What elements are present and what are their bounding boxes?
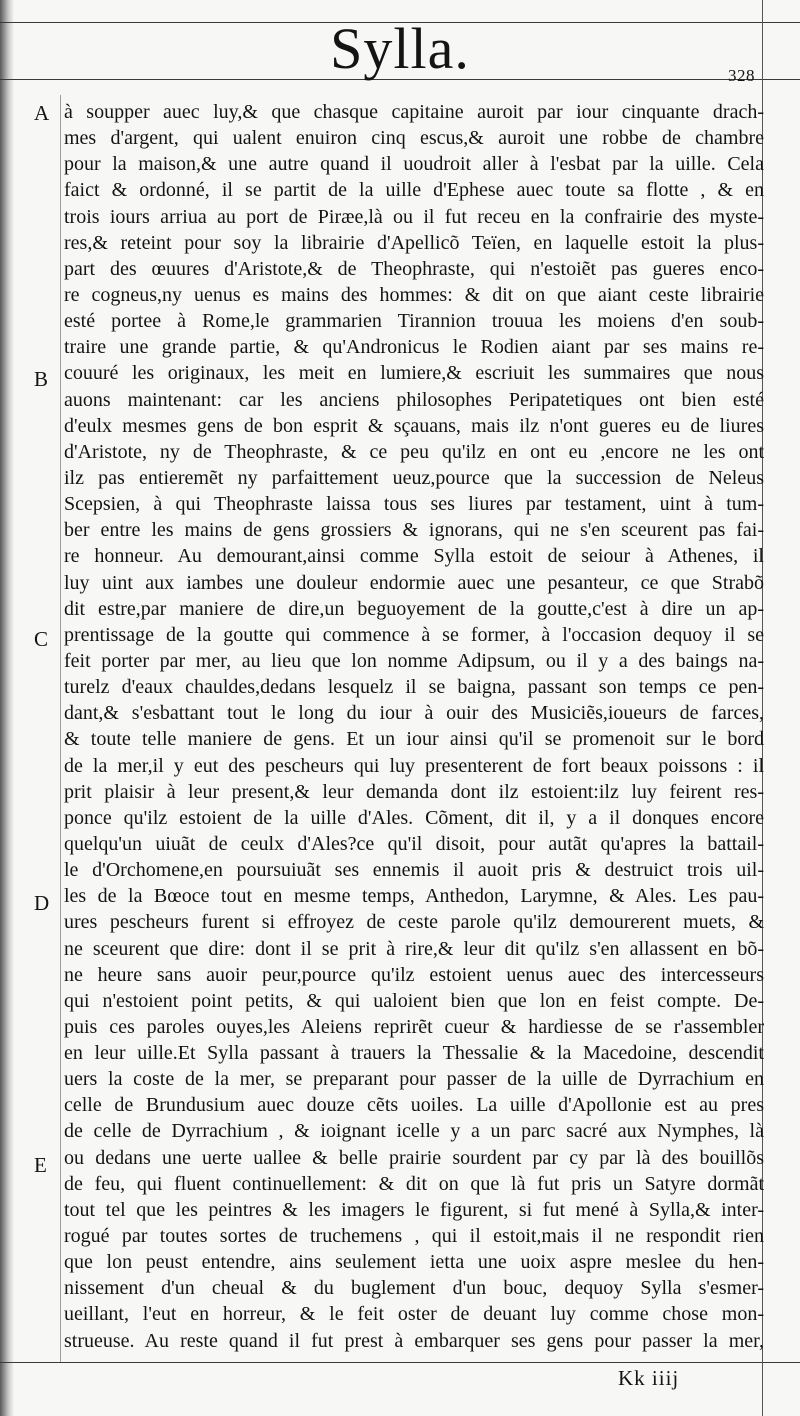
text-line: ponce qu'ilz estoient de la uille d'Ales. Cõment, dit il, y a il donques encore bbox=[64, 806, 764, 829]
text-line: ber entre les mains de gens grossiers & ignorans, qui ne s'en sceurent pas fai- bbox=[64, 519, 764, 542]
text-line: ures pescheurs furent si effroyez de ceste parole qu'ilz demourerent muets, & bbox=[64, 911, 764, 934]
text-line: ueillant, l'eut en horreur, & le feit oster de deuant luy comme chose mon- bbox=[64, 1303, 764, 1326]
text-line: prit plaisir à leur present,& leur demanda dont ilz estoient:ilz luy feirent res- bbox=[64, 780, 764, 803]
signature-mark: Kk iiij bbox=[618, 1366, 680, 1390]
text-line: ne sceurent que dire: dont il se prit à rire,& leur dit qu'ilz s'en allassent en bõ- bbox=[64, 937, 764, 960]
text-line: dant,& s'esbattant tout le long du iour à ouir des Musiciẽs,ioueurs de farces, bbox=[64, 702, 764, 725]
binding-shadow bbox=[0, 0, 14, 1416]
text-line: & toute telle maniere de gens. Et un iour ainsi qu'il se promenoit sur le bord bbox=[64, 728, 764, 751]
margin-letter-b: B bbox=[34, 367, 49, 391]
margin-letter-a: A bbox=[34, 101, 50, 125]
text-line: auons maintenant: car les anciens philosophes Peripatetiques ont bien esté bbox=[64, 388, 764, 411]
text-line: strueuse. Au reste quand il fut prest à embarquer ses gens pour passer la mer, bbox=[64, 1329, 764, 1352]
text-line: ou dedans une uerte uallee & belle prairie sourdent par cy par là des bouillõs bbox=[64, 1146, 764, 1169]
text-line: pour la maison,& une autre quand il uoudroit aller à l'esbat par la uille. Cela bbox=[64, 153, 764, 176]
page-number: 328 bbox=[728, 66, 755, 85]
text-line: mes d'argent, qui ualent enuiron cinq escus,& auroit une robbe de chambre bbox=[64, 127, 764, 150]
text-line: Scepsien, à qui Theophraste laissa tous ses liures par testament, uint à tum- bbox=[64, 493, 764, 516]
text-line: esté portee à Rome,le grammarien Tirannion trouua les moiens d'en soub- bbox=[64, 310, 764, 333]
text-line: de feu, qui fluent continuellement: & dit on que là fut pris un Satyre dormãt bbox=[64, 1172, 764, 1195]
text-line: turelz d'eaux chauldes,dedans lesquelz il se baigna, passant son temps ce pen- bbox=[64, 676, 764, 699]
text-line: de la mer,il y eut des pescheurs qui luy presenterent de fort beaux poissons : il bbox=[64, 754, 764, 777]
text-line: prentissage de la goutte qui commence à se former, à l'occasion dequoy il se bbox=[64, 623, 764, 646]
text-line: d'eulx mesmes gens de bon esprit & sçauans, mais ilz n'ont gueres eu de liures bbox=[64, 414, 764, 437]
text-line: re honneur. Au demourant,ainsi comme Sylla estoit de seiour à Athenes, il bbox=[64, 545, 764, 568]
text-line: quelqu'un uiuãt de ceulx d'Ales?ce qu'il disoit, pour autãt qu'apres la battail- bbox=[64, 832, 764, 855]
text-line: luy uint aux iambes une douleur endormie auec une pesanteur, ce que Strabõ bbox=[64, 571, 764, 594]
text-line: celle de Brundusium auec douze cẽts uoiles. La uille d'Apollonie est au pres bbox=[64, 1094, 764, 1117]
text-line: dit estre,par maniere de dire,un beguoyement de la goutte,c'est à dire un ap- bbox=[64, 597, 764, 620]
text-line: rogué par toutes sortes de truchemens , qui il estoit,mais il ne respondit rien bbox=[64, 1225, 764, 1248]
margin-letter-e: E bbox=[34, 1153, 47, 1177]
text-line: faict & ordonné, il se partit de la uille d'Ephese auec toute sa flotte , & en bbox=[64, 179, 764, 202]
text-line: ilz pas entieremẽt ny parfaittement ueuz,pource que la succession de Neleus bbox=[64, 466, 764, 489]
text-line: que lon peust entendre, ains seulement ietta une uoix aspre meslee du hen- bbox=[64, 1251, 764, 1274]
text-line: ne heure sans auoir peur,pource qu'ilz estoient uenus auec des intercesseurs bbox=[64, 963, 764, 986]
text-line: à soupper auec luy,& que chasque capitaine auroit par iour cinquante drach- bbox=[64, 101, 764, 123]
text-line: tout tel que les peintres & les imagers le figurent, si fut mené à Sylla,& inter- bbox=[64, 1198, 764, 1221]
left-text-rule bbox=[60, 95, 61, 1362]
text-line: couuré les originaux, les meit en lumiere,& escriuit les summaires que nous bbox=[64, 362, 764, 385]
running-title: Sylla. bbox=[330, 16, 470, 81]
text-line: traire une grande partie, & qu'Andronicus le Rodien aiant par ses mains re- bbox=[64, 336, 764, 359]
text-line: les de la Bœoce tout en mesme temps, Anthedon, Larymne, & Ales. Les pau- bbox=[64, 885, 764, 908]
margin-letter-c: C bbox=[34, 627, 49, 651]
text-line: qui n'estoient point petits, & qui ualoient bien que lon en feist compte. De- bbox=[64, 989, 764, 1012]
text-line: part des œuures d'Aristote,& de Theophraste, qui n'estoiẽt pas gueres enco- bbox=[64, 257, 764, 280]
text-line: en leur uille.Et Sylla passant à trauers la Thessalie & la Macedoine, descendit bbox=[64, 1042, 764, 1065]
text-line: d'Aristote, ny de Theophraste, & ce peu qu'ilz en ont eu ,encore ne les ont bbox=[64, 440, 764, 463]
text-line: re cogneus,ny uenus es mains des hommes: & dit on que aiant ceste librairie bbox=[64, 283, 764, 306]
text-line: le d'Orchomene,en poursuiuãt ses ennemis il auoit pris & destruict trois uil- bbox=[64, 859, 764, 882]
text-line: nissement d'un cheual & du buglement d'un bouc, dequoy Sylla s'esmer- bbox=[64, 1277, 764, 1300]
text-line: de celle de Dyrrachium , & ioignant icelle y a un parc sacré aux Nymphes, là bbox=[64, 1120, 764, 1143]
margin-letter-d: D bbox=[34, 891, 50, 915]
text-line: trois iours arriua au port de Piræe,là ou il fut receu en la confrairie des myste- bbox=[64, 205, 764, 228]
text-line: feit porter par mer, au lieu que lon nomme Adipsum, ou il y a des baings na- bbox=[64, 649, 764, 672]
body-text bbox=[64, 99, 764, 1354]
text-line: res,& reteint pour soy la librairie d'Apellicõ Teïen, en laquelle estoit la plus- bbox=[64, 231, 764, 254]
text-line: puis ces paroles ouyes,les Aleiens reprirẽt cueur & hardiesse de se r'assembler bbox=[64, 1015, 764, 1038]
footer-rule bbox=[0, 1362, 800, 1363]
text-line: uers la coste de la mer, se preparant pour passer de la uille de Dyrrachium en bbox=[64, 1068, 764, 1091]
